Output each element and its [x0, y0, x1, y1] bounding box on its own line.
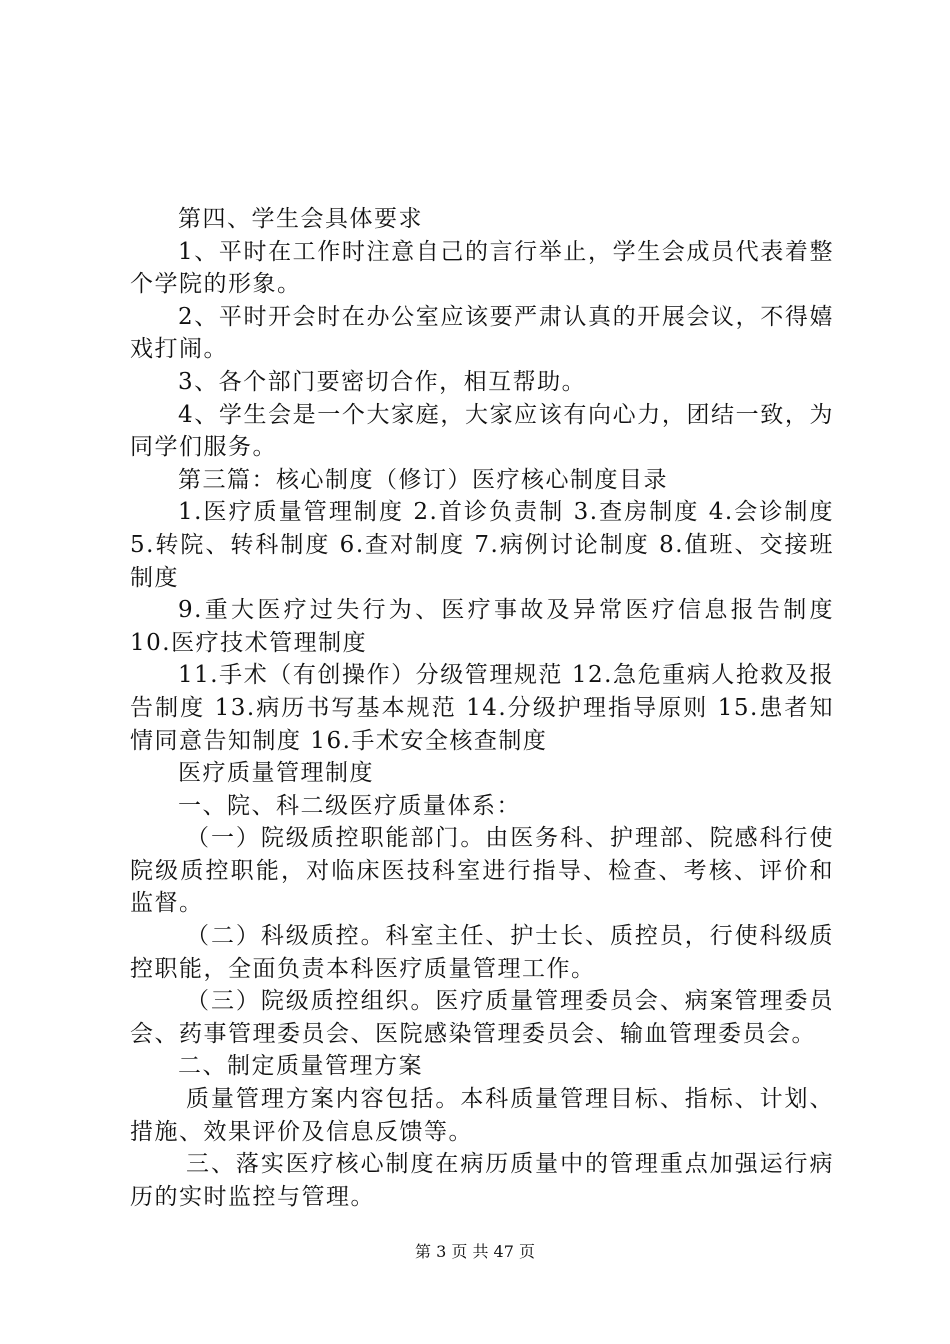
- paragraph-hospital-level-qc: （一）院级质控职能部门。由医务科、护理部、院感科行使院级质控职能，对临床医技科室进行指导、检查、考核、评价和监督。: [130, 825, 834, 917]
- catalog-list-11-16: 11.手术（有创操作）分级管理规范 12.急危重病人抢救及报告制度 13.病历书写基本规范 14.分级护理指导原则 15.患者知情同意告知制度 16.手术安全核查制度: [130, 662, 834, 754]
- paragraph-item-4: 4、学生会是一个大家庭，大家应该有向心力，团结一致，为同学们服务。: [130, 401, 834, 461]
- paragraph-department-level-qc: （二）科级质控。科室主任、护士长、质控员，行使科级质控职能，全面负责本科医疗质量管理工作。: [130, 923, 834, 982]
- paragraph-hospital-qc-organization: （三）院级质控组织。医疗质量管理委员会、病案管理委员会、药事管理委员会、医院感染管理委员会、输血管理委员会。: [130, 988, 834, 1047]
- section-heading-core-system: 第三篇：核心制度（修订）医疗核心制度目录: [178, 466, 668, 493]
- paragraph-quality-plan-content: 质量管理方案内容包括。本科质量管理目标、指标、计划、措施、效果评价及信息反馈等。: [130, 1086, 834, 1145]
- catalog-list-1-8: 1.医疗质量管理制度 2.首诊负责制 3.查房制度 4.会诊制度 5.转院、转科制度 6.查对制度 7.病例讨论制度 8.值班、交接班制度: [130, 499, 834, 591]
- paragraph-item-1: 1、平时在工作时注意自己的言行举止，学生会成员代表着整个学院的形象。: [130, 238, 834, 298]
- paragraph-item-3: 3、各个部门要密切合作，相互帮助。: [178, 368, 587, 395]
- section-heading-quality-management: 医疗质量管理制度: [178, 760, 374, 787]
- page-number-footer: 第 3 页 共 47 页: [415, 1242, 535, 1261]
- catalog-list-9-10: 9.重大医疗过失行为、医疗事故及异常医疗信息报告制度 10.医疗技术管理制度: [130, 597, 834, 656]
- section-heading-student-union: 第四、学生会具体要求: [178, 206, 423, 232]
- subheading-quality-system: 一、院、科二级医疗质量体系：: [178, 792, 521, 819]
- subheading-quality-plan: 二、制定质量管理方案: [178, 1053, 423, 1080]
- paragraph-core-system-implementation: 三、落实医疗核心制度在病历质量中的管理重点加强运行病历的实时监控与管理。: [130, 1151, 834, 1210]
- document-body: [130, 203, 834, 1213]
- paragraph-item-2: 2、平时开会时在办公室应该要严肃认真的开展会议，不得嬉戏打闹。: [130, 303, 834, 363]
